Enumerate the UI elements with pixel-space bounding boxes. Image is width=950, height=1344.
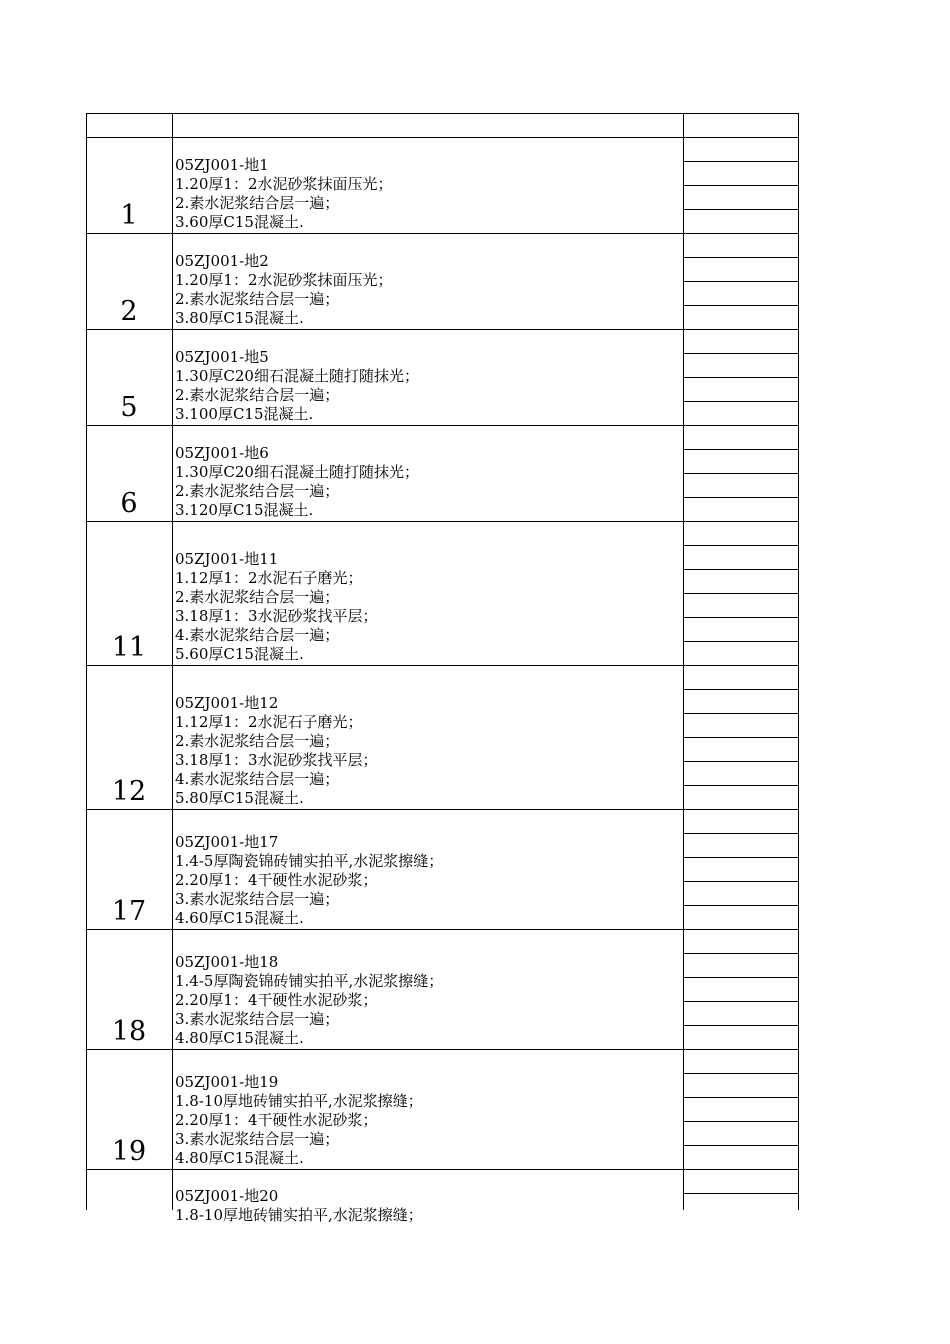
value-cell-divider [683, 233, 799, 234]
construction-step: 4.素水泥浆结合层一遍； [175, 770, 340, 788]
value-cell-divider [683, 521, 799, 522]
header-cell-value[interactable] [685, 115, 797, 135]
value-cell-divider [683, 425, 799, 426]
construction-step: 5.80厚C15混凝土. [175, 789, 304, 807]
value-cell-divider [683, 545, 799, 546]
construction-step: 2.素水泥浆结合层一遍； [175, 290, 340, 308]
construction-step: 3.素水泥浆结合层一遍； [175, 1010, 340, 1028]
value-cell-divider [683, 329, 799, 330]
construction-step: 2.素水泥浆结合层一遍； [175, 732, 340, 750]
value-cell[interactable] [685, 811, 797, 831]
construction-step: 4.60厚C15混凝土. [175, 909, 304, 927]
value-cell-divider [683, 1169, 799, 1170]
standard-code: 05ZJ001-地5 [175, 348, 269, 366]
row-description-cell[interactable] [175, 348, 765, 424]
construction-step: 1.12厚1：2水泥石子磨光； [175, 569, 363, 587]
value-cell-divider [683, 665, 799, 666]
construction-step: 2.20厚1：4干硬性水泥砂浆； [175, 991, 378, 1009]
standard-code: 05ZJ001-地17 [175, 833, 279, 851]
row-number-cell[interactable]: 19 [111, 1136, 147, 1167]
construction-step: 3.80厚C15混凝土. [175, 309, 304, 327]
standard-code: 05ZJ001-地6 [175, 444, 269, 462]
row-number-cell[interactable]: 12 [111, 776, 147, 807]
header-cell-description[interactable] [174, 115, 681, 135]
construction-step: 3.60厚C15混凝土. [175, 213, 304, 231]
construction-step: 1.12厚1：2水泥石子磨光； [175, 713, 363, 731]
value-cell-divider [683, 1049, 799, 1050]
row-description-cell[interactable] [175, 1187, 765, 1225]
header-cell-number[interactable] [86, 115, 172, 135]
row-description-cell[interactable] [175, 156, 765, 232]
row-divider [86, 665, 684, 666]
row-number-cell[interactable]: 17 [111, 896, 147, 927]
construction-step: 2.素水泥浆结合层一遍； [175, 194, 340, 212]
row-description-cell[interactable] [175, 252, 765, 328]
standard-code: 05ZJ001-地2 [175, 252, 269, 270]
construction-step: 1.8-10厚地砖铺实拍平,水泥浆擦缝； [175, 1206, 423, 1224]
row-number-cell[interactable]: 6 [120, 488, 138, 519]
header-bottom-border [86, 137, 799, 138]
construction-step: 3.18厚1：3水泥砂浆找平层； [175, 751, 378, 769]
value-cell[interactable] [685, 931, 797, 951]
row-number-cell[interactable]: 18 [111, 1016, 147, 1047]
construction-step: 1.4-5厚陶瓷锦砖铺实拍平,水泥浆擦缝； [175, 972, 444, 990]
table-right-border [798, 113, 799, 1210]
standard-code: 05ZJ001-地20 [175, 1187, 279, 1205]
row-divider [86, 809, 684, 810]
row-number-cell[interactable]: 5 [120, 392, 138, 423]
row-number-cell[interactable]: 2 [120, 296, 138, 327]
row-divider [86, 929, 684, 930]
construction-step: 1.4-5厚陶瓷锦砖铺实拍平,水泥浆擦缝； [175, 852, 444, 870]
construction-step: 1.20厚1：2水泥砂浆抹面压光； [175, 271, 393, 289]
value-cell[interactable] [685, 667, 797, 687]
construction-step: 3.120厚C15混凝土. [175, 501, 314, 519]
row-divider [86, 1049, 684, 1050]
value-cell-divider [683, 809, 799, 810]
construction-step: 2.素水泥浆结合层一遍； [175, 588, 340, 606]
spreadsheet-table [86, 113, 799, 1224]
row-divider [86, 1169, 684, 1170]
table-top-border [86, 113, 799, 114]
row-number-cell[interactable]: 1 [120, 200, 138, 231]
construction-step: 1.20厚1：2水泥砂浆抹面压光； [175, 175, 393, 193]
construction-step: 1.30厚C20细石混凝土随打随抹光； [175, 367, 419, 385]
standard-code: 05ZJ001-地12 [175, 694, 279, 712]
construction-step: 2.20厚1：4干硬性水泥砂浆； [175, 871, 378, 889]
row-number-cell[interactable]: 11 [111, 632, 147, 663]
row-divider [86, 425, 684, 426]
construction-step: 3.100厚C15混凝土. [175, 405, 314, 423]
construction-step: 2.素水泥浆结合层一遍； [175, 386, 340, 404]
value-cell[interactable] [685, 1051, 797, 1071]
standard-code: 05ZJ001-地1 [175, 156, 269, 174]
construction-step: 1.8-10厚地砖铺实拍平,水泥浆擦缝； [175, 1092, 423, 1110]
construction-step: 2.20厚1：4干硬性水泥砂浆； [175, 1111, 378, 1129]
value-cell[interactable] [685, 523, 797, 543]
construction-step: 4.素水泥浆结合层一遍； [175, 626, 340, 644]
standard-code: 05ZJ001-地19 [175, 1073, 279, 1091]
row-description-cell[interactable] [175, 833, 765, 928]
construction-step: 3.素水泥浆结合层一遍； [175, 890, 340, 908]
value-cell-divider [683, 929, 799, 930]
row-divider [86, 329, 684, 330]
row-description-cell[interactable] [175, 953, 765, 1048]
construction-step: 3.18厚1：3水泥砂浆找平层； [175, 607, 378, 625]
construction-step: 2.素水泥浆结合层一遍； [175, 482, 340, 500]
row-description-cell[interactable] [175, 1073, 765, 1168]
row-description-cell[interactable] [175, 444, 765, 520]
construction-step: 1.30厚C20细石混凝土随打随抹光； [175, 463, 419, 481]
construction-step: 3.素水泥浆结合层一遍； [175, 1130, 340, 1148]
value-cell-divider [683, 689, 799, 690]
row-description-cell[interactable] [175, 550, 765, 664]
table-left-border [86, 113, 87, 1210]
row-divider [86, 521, 684, 522]
construction-step: 5.60厚C15混凝土. [175, 645, 304, 663]
standard-code: 05ZJ001-地18 [175, 953, 279, 971]
standard-code: 05ZJ001-地11 [175, 550, 279, 568]
row-description-cell[interactable] [175, 694, 765, 808]
construction-step: 4.80厚C15混凝土. [175, 1149, 304, 1167]
construction-step: 4.80厚C15混凝土. [175, 1029, 304, 1047]
column-divider [172, 113, 173, 1210]
row-divider [86, 233, 684, 234]
